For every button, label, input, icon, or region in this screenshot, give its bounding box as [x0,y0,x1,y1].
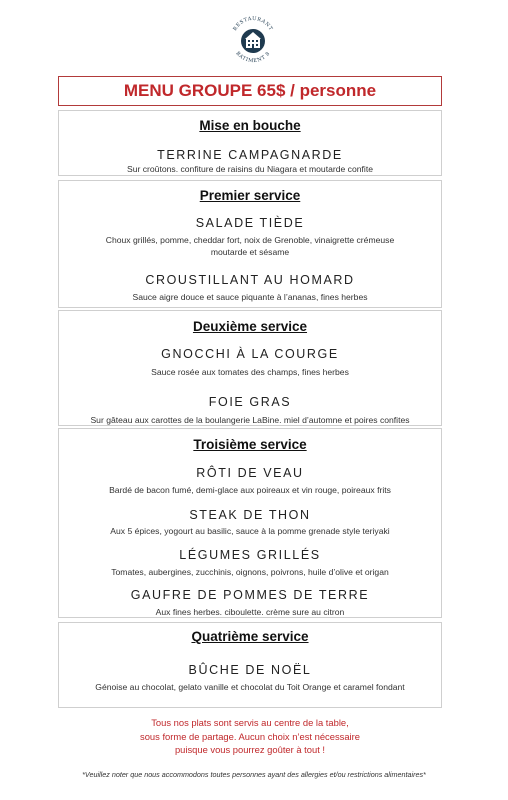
dish-description: Bardé de bacon fumé, demi-glace aux poireaux et vin rouge, poireaux frits [109,485,391,495]
section-troisieme-service [58,428,442,618]
section-title: Mise en bouche [199,118,301,133]
dish-description: Sur croûtons. confiture de raisins du Niagara et moutarde confite [126,164,373,174]
dish-description: Sauce aigre douce et sauce piquante à l’ananas, fines herbes [132,292,368,302]
menu-title: MENU GROUPE 65$ / personne [123,81,377,100]
dish-description: Aux fines herbes. ciboulette. crème sure au citron [155,607,345,617]
sharing-footer [60,716,440,757]
dish-name: SALADE TIÈDE [195,216,305,230]
dish-description: Génoise au chocolat, gelato vanille et chocolat du Toit Orange et caramel fondant [95,682,405,692]
dish-description: Sauce rosée aux tomates des champs, fines herbes [151,367,349,377]
section-title: Quatrième service [191,629,309,644]
dish-name: BÛCHE DE NOËL [188,663,312,677]
section-title: Premier service [199,188,301,203]
dish-description: moutarde et sésame [210,247,290,257]
section-title: Troisième service [193,437,307,452]
dish-name: LÉGUMES GRILLÉS [179,548,321,562]
dish-description: Sur gâteau aux carottes de la boulangerie LaBine. miel d’automne et poires confites [90,415,410,425]
dish-name: CROUSTILLANT AU HOMARD [145,273,355,287]
section-quatrieme-service [58,622,442,708]
section-title: Deuxième service [192,319,308,334]
dish-name: TERRINE CAMPAGNARDE [157,148,343,162]
footer-line: puisque vous pourrez goûter à tout ! [174,744,326,755]
logo-bottom-text: BATIMENT 8 [234,50,272,65]
dish-description: Tomates, aubergines, zucchinis, oignons, poivrons, huile d’olive et origan [111,567,389,577]
building-emblem-icon [226,12,280,66]
dish-name: STEAK DE THON [189,508,311,522]
dish-name: GAUFRE DE POMMES DE TERRE [130,588,370,602]
dish-description: Choux grillés, pomme, cheddar fort, noix de Grenoble, vinaigrette crémeuse [105,235,395,245]
footer-line: sous forme de partage. Aucun choix n’est nécessaire [140,730,360,742]
menu-title-box [58,76,442,106]
dish-name: FOIE GRAS [208,395,292,409]
footer-line: Tous nos plats sont servis au centre de la table, [151,717,349,728]
dish-name: GNOCCHI À LA COURGE [161,347,339,361]
restaurant-logo [226,12,280,66]
allergy-note: *Veuillez noter que nous accommodons toutes personnes ayant des allergies et/ou restrictions alimentaires* [82,770,426,779]
logo-top-text: RESTAURANT [232,15,274,33]
section-deuxieme-service [58,310,442,426]
dish-name: RÔTI DE VEAU [196,466,304,480]
section-mise-en-bouche [58,110,442,176]
section-premier-service [58,180,442,308]
dish-description: Aux 5 épices, yogourt au basilic, sauce à la pomme grenade style teriyaki [110,526,390,536]
